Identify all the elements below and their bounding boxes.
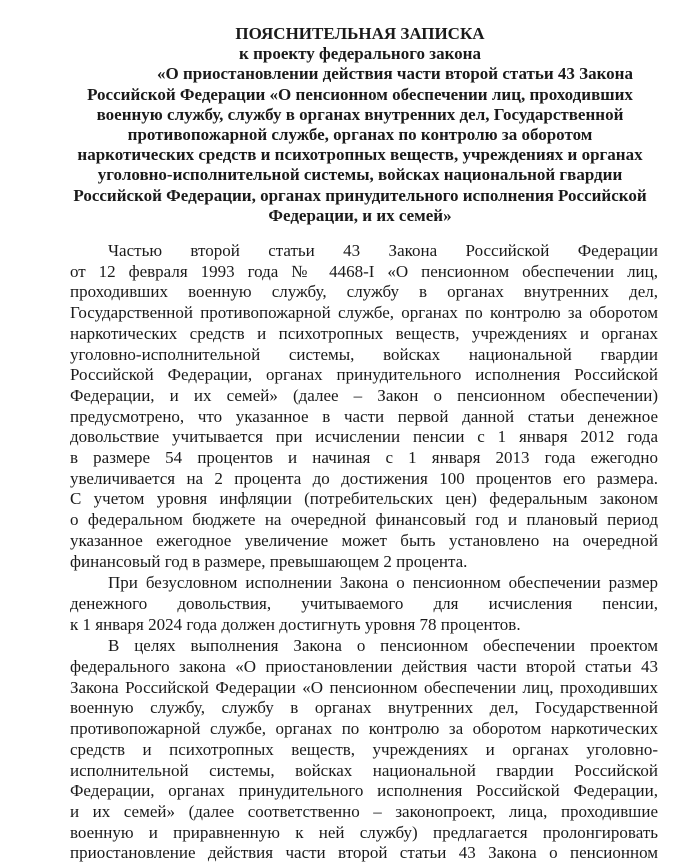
paragraph [70, 241, 658, 572]
law-name-line: «О приостановлении действия части второй статьи 43 Закона [157, 64, 633, 84]
law-name-line: уголовно-исполнительной системы, войсках национальной гвардии [97, 165, 623, 185]
text-line: финансовый год в размере, превышающем 2 процента. [70, 551, 468, 571]
law-name-line: наркотических средств и психотропных веществ, учреждениях и органах [77, 145, 643, 165]
text-line: При безусловном исполнении Закона о пенсионном обеспечении размер [108, 573, 658, 593]
law-name-line: Федерации, и их семей» [268, 205, 452, 225]
text-line: к 1 января 2024 года должен достигнуть уровня 78 процентов. [70, 614, 521, 634]
text-line: исполнительной системы, войсках национальной гвардии Российской [70, 760, 658, 780]
document-subheading: к проекту федерального закона [239, 44, 481, 64]
paragraph [70, 636, 658, 864]
text-line: федерального закона «О приостановлении действия части второй статьи 43 [70, 657, 658, 677]
text-line: Закона Российской Федерации «О пенсионном обеспечении лиц, проходивших [70, 677, 658, 697]
law-name-line: Российской Федерации, органах принудительного исполнения Российской [73, 185, 647, 205]
text-line: Российской Федерации, органах принудительного исполнения Российской [70, 365, 658, 385]
text-line: военную и приравненную к ней службу) предлагается пролонгировать [70, 822, 658, 842]
text-line: денежного довольствия, учитываемого для исчисления пенсии, [70, 593, 658, 613]
text-line: предусмотрено, что указанное в части первой данной статьи денежное [70, 406, 658, 426]
law-name-line: военную службу, службу в органах внутренних дел, Государственной [96, 104, 624, 124]
document-heading: ПОЯСНИТЕЛЬНАЯ ЗАПИСКА [235, 24, 485, 43]
text-line: от 12 февраля 1993 года № 4468-I «О пенсионном обеспечении лиц, [70, 261, 658, 281]
paragraph [70, 573, 658, 635]
law-name [60, 64, 660, 226]
text-line: средств и психотропных веществ, учреждениях и органах уголовно- [70, 739, 658, 759]
text-line: приостановление действия части второй статьи 43 Закона о пенсионном [70, 843, 658, 863]
text-line: противопожарной службе, органах по контролю за оборотом наркотических [70, 719, 658, 739]
text-line: Государственной противопожарной службе, органах по контролю за оборотом [70, 303, 658, 323]
text-line: уголовно-исполнительной системы, войсках национальной гвардии [70, 344, 658, 364]
text-line: довольствие учитывается при исчислении пенсии с 1 января 2012 года [70, 427, 658, 447]
law-name-line: Российской Федерации «О пенсионном обеспечении лиц, проходивших [87, 84, 633, 104]
text-line: в размере 54 процентов и начиная с 1 января 2013 года ежегодно [70, 448, 658, 468]
text-line: В целях выполнения Закона о пенсионном обеспечении проектом [108, 636, 658, 656]
text-line: наркотических средств и психотропных веществ, учреждениях и органах [70, 323, 658, 343]
text-line: о федеральном бюджете на очередной финансовый год и плановый период [70, 510, 658, 530]
text-line: проходивших военную службу, службу в органах внутренних дел, [70, 282, 658, 302]
text-line: указанное ежегодное увеличение может быть установлено на очередной [70, 530, 658, 550]
text-line: С учетом уровня инфляции (потребительских цен) федеральным законом [70, 489, 658, 509]
text-line: увеличивается на 2 процента до достижения 100 процентов его размера. [70, 468, 658, 488]
text-line: Федерации, органах принудительного исполнения Российской Федерации, [70, 781, 658, 801]
text-line: Федерации, и их семей» (далее – Закон о пенсионном обеспечении) [70, 385, 658, 405]
document-title-block [60, 24, 660, 226]
text-line: Частью второй статьи 43 Закона Российской Федерации [108, 241, 658, 260]
text-line: и их семей» (далее соответственно – законопроект, лица, проходившие [70, 801, 658, 821]
document-body [70, 241, 658, 864]
text-line: военную службу, службу в органах внутренних дел, Государственной [70, 698, 658, 718]
law-name-line: противопожарной службе, органах по контролю за оборотом [127, 125, 593, 145]
